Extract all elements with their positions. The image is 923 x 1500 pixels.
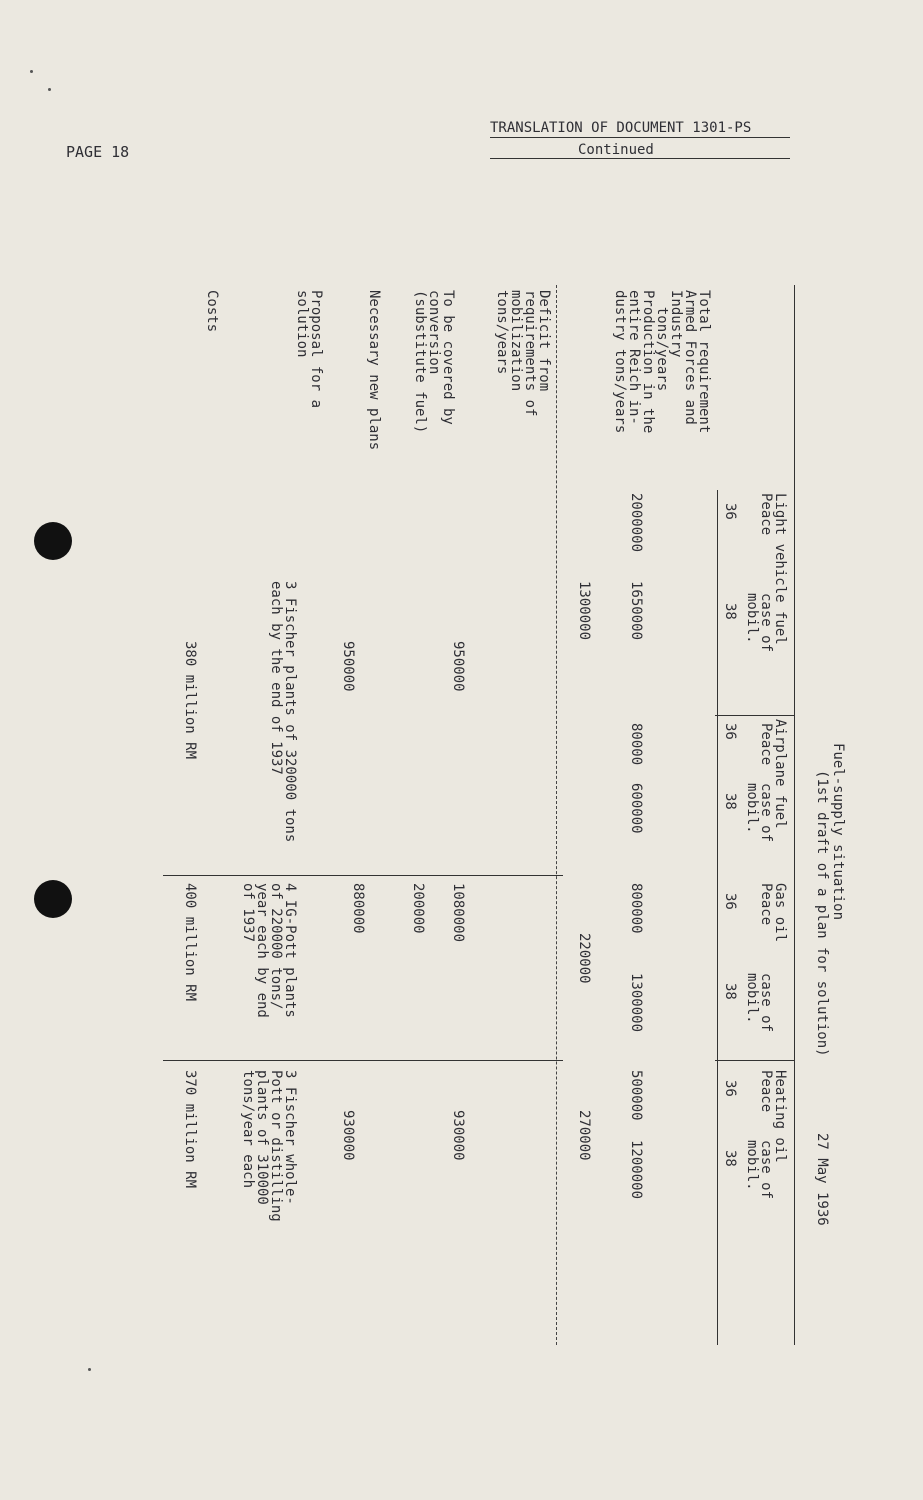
air-requirement-mobil: 600000 bbox=[628, 783, 644, 834]
gas-costs: 400 million RM bbox=[182, 883, 198, 1002]
document-subheading: (1st draft of a plan for solution) bbox=[814, 770, 830, 1057]
gas-conversion: 200000 bbox=[410, 883, 426, 934]
heat-proposal: 3 Fischer whole- Pott or distilling plants of 310000 tons/year each bbox=[240, 1070, 298, 1222]
column-divider bbox=[163, 1060, 563, 1061]
gas-requirement-peace: 800000 bbox=[628, 883, 644, 934]
row-new-plans: Necessary new plans bbox=[366, 290, 382, 451]
air-requirement-peace: 80000 bbox=[628, 723, 644, 766]
lvf-new-plans: 950000 bbox=[340, 641, 356, 692]
col-air-year-peace: 36 bbox=[722, 723, 738, 740]
column-divider bbox=[715, 1060, 795, 1061]
column-divider bbox=[163, 875, 563, 876]
lvf-requirement-peace: 2000000 bbox=[628, 493, 644, 553]
col-air-year-mobil: 38 bbox=[722, 793, 738, 810]
table-header-rule bbox=[717, 490, 718, 1345]
col-gas-oil: Gas oil bbox=[772, 883, 788, 943]
col-gas-peace: Peace bbox=[758, 883, 774, 926]
heat-production: 270000 bbox=[576, 1110, 592, 1161]
paper-speck bbox=[30, 70, 33, 73]
paper-speck bbox=[88, 1368, 91, 1371]
gas-deficit: 1080000 bbox=[450, 883, 466, 943]
col-gas-year-mobil: 38 bbox=[722, 983, 738, 1000]
heat-new-plans: 930000 bbox=[340, 1110, 356, 1161]
col-gas-mobil: case of mobil. bbox=[744, 973, 774, 1033]
col-heat-year-peace: 36 bbox=[722, 1080, 738, 1097]
col-lvf-peace: Peace bbox=[758, 493, 774, 536]
fuel-supply-table bbox=[182, 285, 846, 1345]
lvf-costs: 380 million RM bbox=[182, 641, 198, 760]
row-production: Production in the entire Reich in- dustry tons/years bbox=[612, 290, 656, 434]
lvf-deficit: 950000 bbox=[450, 641, 466, 692]
col-lvf-mobil: case of mobil. bbox=[744, 593, 774, 653]
heat-requirement-mobil: 1200000 bbox=[628, 1140, 644, 1200]
row-costs: Costs bbox=[204, 290, 220, 333]
col-airplane-fuel: Airplane fuel bbox=[772, 719, 788, 829]
col-air-peace: Peace bbox=[758, 723, 774, 766]
col-heat-year-mobil: 38 bbox=[722, 1150, 738, 1167]
table-top-rule bbox=[794, 285, 795, 1345]
row-deficit: Deficit from requirements of mobilization tons/years bbox=[494, 290, 552, 417]
header-rule-bottom bbox=[490, 158, 790, 159]
page-number: PAGE 18 bbox=[66, 143, 130, 161]
lvf-requirement-mobil: 1650000 bbox=[628, 581, 644, 641]
row-proposal: Proposal for a solution bbox=[294, 290, 324, 409]
translation-subtitle: Continued bbox=[578, 142, 654, 158]
column-divider bbox=[715, 715, 795, 716]
punch-hole bbox=[34, 880, 72, 918]
col-heating-oil: Heating oil bbox=[772, 1070, 788, 1163]
lvf-proposal: 3 Fischer plants of 320000 tons each by the end of 1937 bbox=[268, 581, 298, 843]
col-heat-peace: Peace bbox=[758, 1070, 774, 1113]
col-light-vehicle-fuel: Light vehicle fuel bbox=[772, 493, 788, 645]
punch-hole bbox=[34, 522, 72, 560]
heat-costs: 370 million RM bbox=[182, 1070, 198, 1189]
col-lvf-year-mobil: 38 bbox=[722, 603, 738, 620]
heat-requirement-peace: 500000 bbox=[628, 1070, 644, 1121]
col-gas-year-peace: 36 bbox=[722, 893, 738, 910]
gas-production: 220000 bbox=[576, 933, 592, 984]
table-dashed-rule bbox=[556, 285, 557, 1345]
gas-new-plans: 880000 bbox=[350, 883, 366, 934]
translation-title: TRANSLATION OF DOCUMENT 1301-PS bbox=[490, 120, 752, 136]
gas-requirement-mobil: 1300000 bbox=[628, 973, 644, 1033]
col-lvf-year-peace: 36 bbox=[722, 503, 738, 520]
heat-deficit: 930000 bbox=[450, 1110, 466, 1161]
paper-speck bbox=[48, 88, 51, 91]
row-conversion: To be covered by conversion (substitute fuel) bbox=[412, 290, 456, 434]
row-total-requirement: Total requirement Armed Forces and Industry tons/years bbox=[654, 290, 712, 434]
lvf-production: 1300000 bbox=[576, 581, 592, 641]
document-date: 27 May 1936 bbox=[814, 1133, 830, 1226]
header-rule-top bbox=[490, 137, 790, 138]
col-heat-mobil: case of mobil. bbox=[744, 1140, 774, 1200]
gas-proposal: 4 IG-Pott plants of 220000 tons/ year each by end of 1937 bbox=[240, 883, 298, 1018]
col-air-mobil: case of mobil. bbox=[744, 783, 774, 843]
document-heading: Fuel-supply situation bbox=[830, 743, 846, 921]
